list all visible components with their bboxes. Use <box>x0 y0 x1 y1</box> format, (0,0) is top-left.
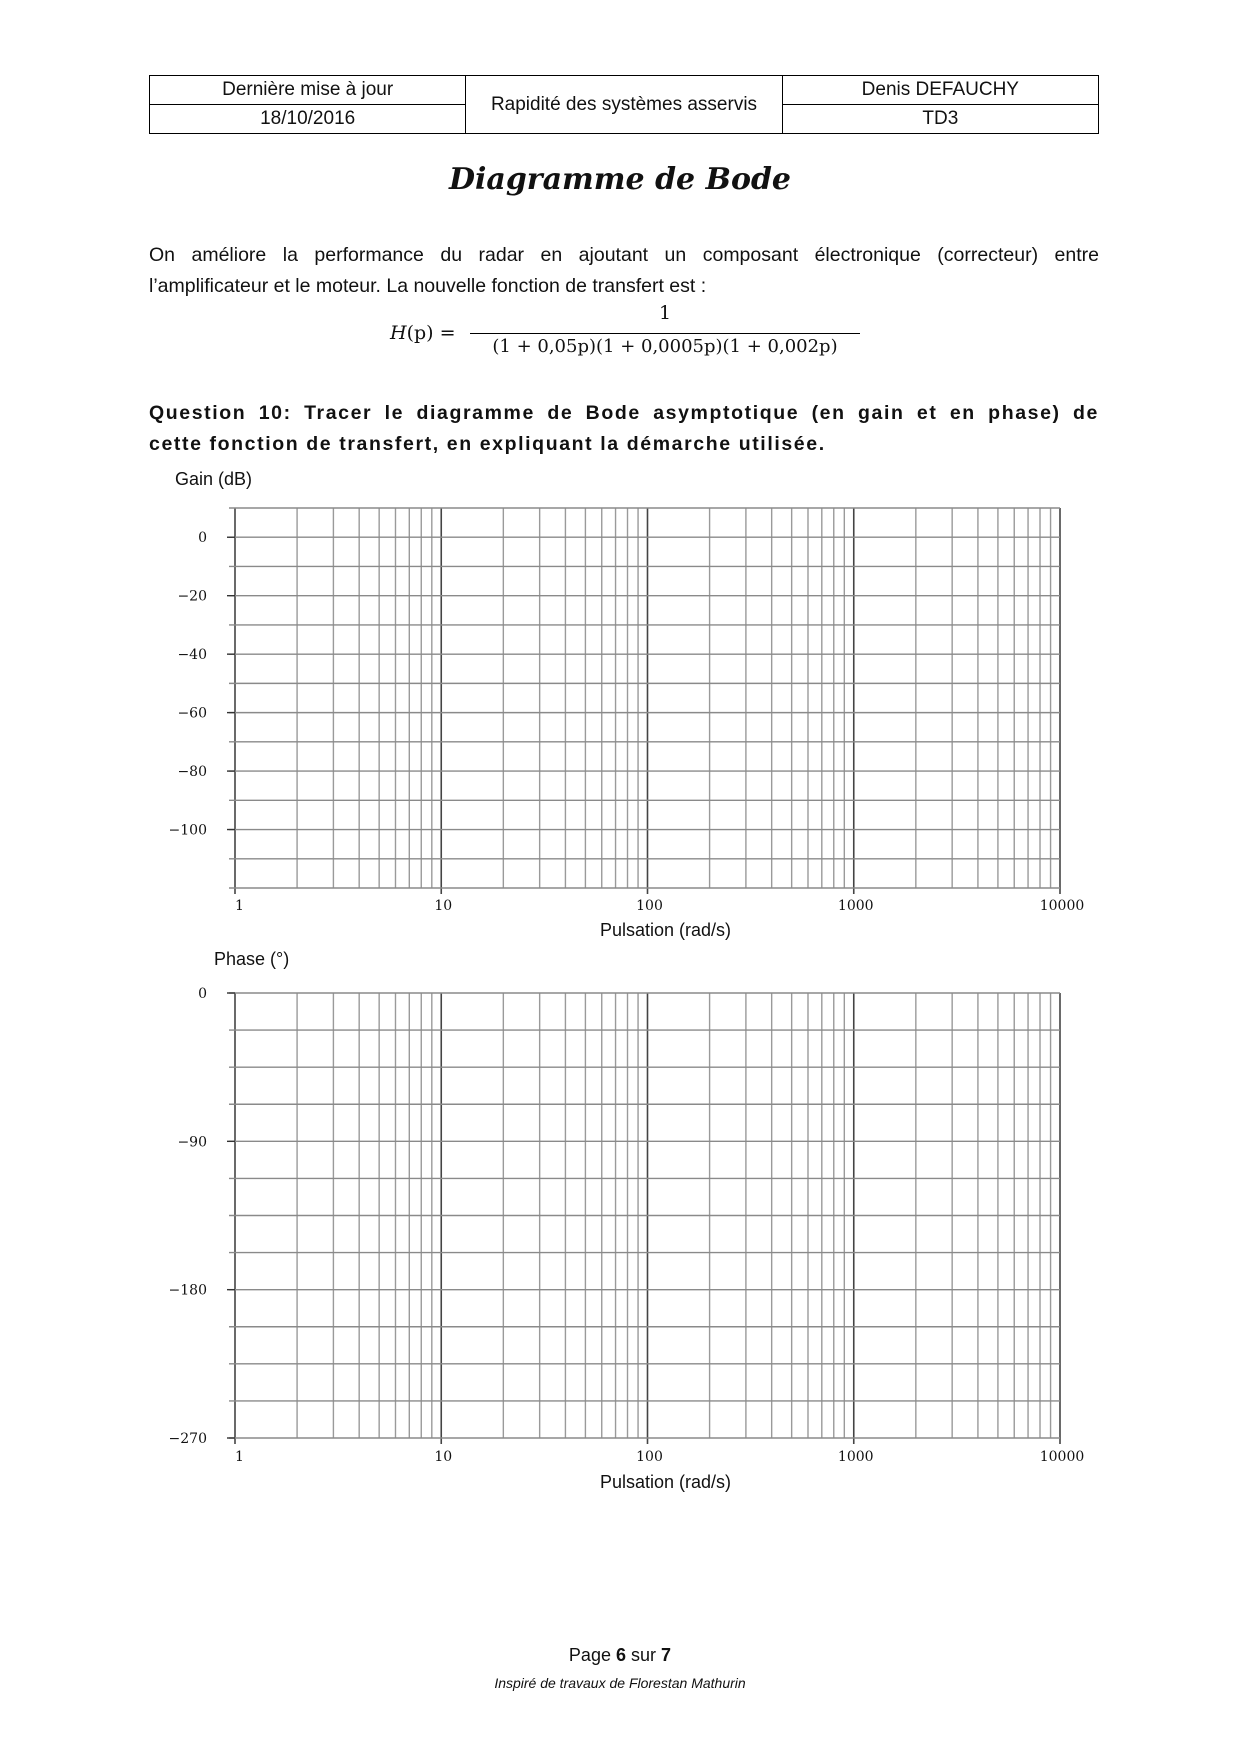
credit-line: Inspiré de travaux de Florestan Mathurin <box>494 1675 746 1691</box>
page-label: Page <box>568 1645 611 1665</box>
intro-line-1: On améliore la performance du radar en ajoutant un composant électronique (correcteur) entre <box>149 244 1099 266</box>
last-update-label: Dernière mise à jour <box>150 76 466 105</box>
y-tick-label: −90 <box>177 1134 207 1151</box>
formula-numerator: 1 <box>658 302 672 324</box>
x-axis-label: Pulsation (rad/s) <box>599 920 732 940</box>
x-axis-label: Pulsation (rad/s) <box>599 1472 732 1492</box>
y-tick-label: −180 <box>168 1282 207 1299</box>
question-line-2: cette fonction de transfert, en expliquant la démarche utilisée. <box>149 433 826 455</box>
x-tick-label: 1000 <box>837 1449 874 1465</box>
y-tick-label: −40 <box>177 647 207 664</box>
x-tick-label: 100 <box>636 1449 663 1465</box>
x-tick-label: 1000 <box>837 898 874 914</box>
x-tick-label: 10000 <box>1039 1449 1085 1465</box>
author-name: Denis DEFAUCHY <box>782 76 1098 105</box>
x-tick-label: 10 <box>434 898 453 914</box>
x-tick-label: 10000 <box>1039 898 1085 914</box>
page-of: sur <box>631 1645 657 1665</box>
td-label: TD3 <box>782 105 1098 134</box>
page-footer <box>0 1645 1240 1666</box>
page-total: 7 <box>661 1645 672 1665</box>
course-title: Rapidité des systèmes asservis <box>466 76 782 134</box>
intro-line-2: l’amplificateur et le moteur. La nouvelle fonction de transfert est : <box>149 275 707 297</box>
y-axis-label: Gain (dB) <box>175 469 253 489</box>
y-tick-label: −100 <box>168 822 207 839</box>
y-tick-label: −80 <box>177 764 207 781</box>
y-axis-label: Phase (°) <box>214 949 290 969</box>
x-tick-label: 1 <box>235 898 244 914</box>
y-tick-label: −270 <box>168 1431 207 1447</box>
formula-denominator: (1 + 0,05p)(1 + 0,0005p)(1 + 0,002p) <box>492 336 838 357</box>
x-tick-label: 10 <box>434 1449 453 1465</box>
formula-symbol: H <box>390 322 407 344</box>
page-number: 6 <box>615 1645 626 1665</box>
formula-arg: (p) = <box>406 322 456 344</box>
page-title: Diagramme de Bode <box>448 162 792 197</box>
question-line-1: Question 10: Tracer le diagramme de Bode asymptotique (en gain et en phase) de <box>149 402 1099 424</box>
y-tick-label: −60 <box>177 705 207 722</box>
y-tick-label: −20 <box>177 588 207 605</box>
y-tick-label: 0 <box>198 530 207 547</box>
x-tick-label: 1 <box>235 1449 244 1465</box>
y-tick-label: 0 <box>198 986 207 1002</box>
update-date: 18/10/2016 <box>150 105 466 134</box>
x-tick-label: 100 <box>636 898 663 914</box>
